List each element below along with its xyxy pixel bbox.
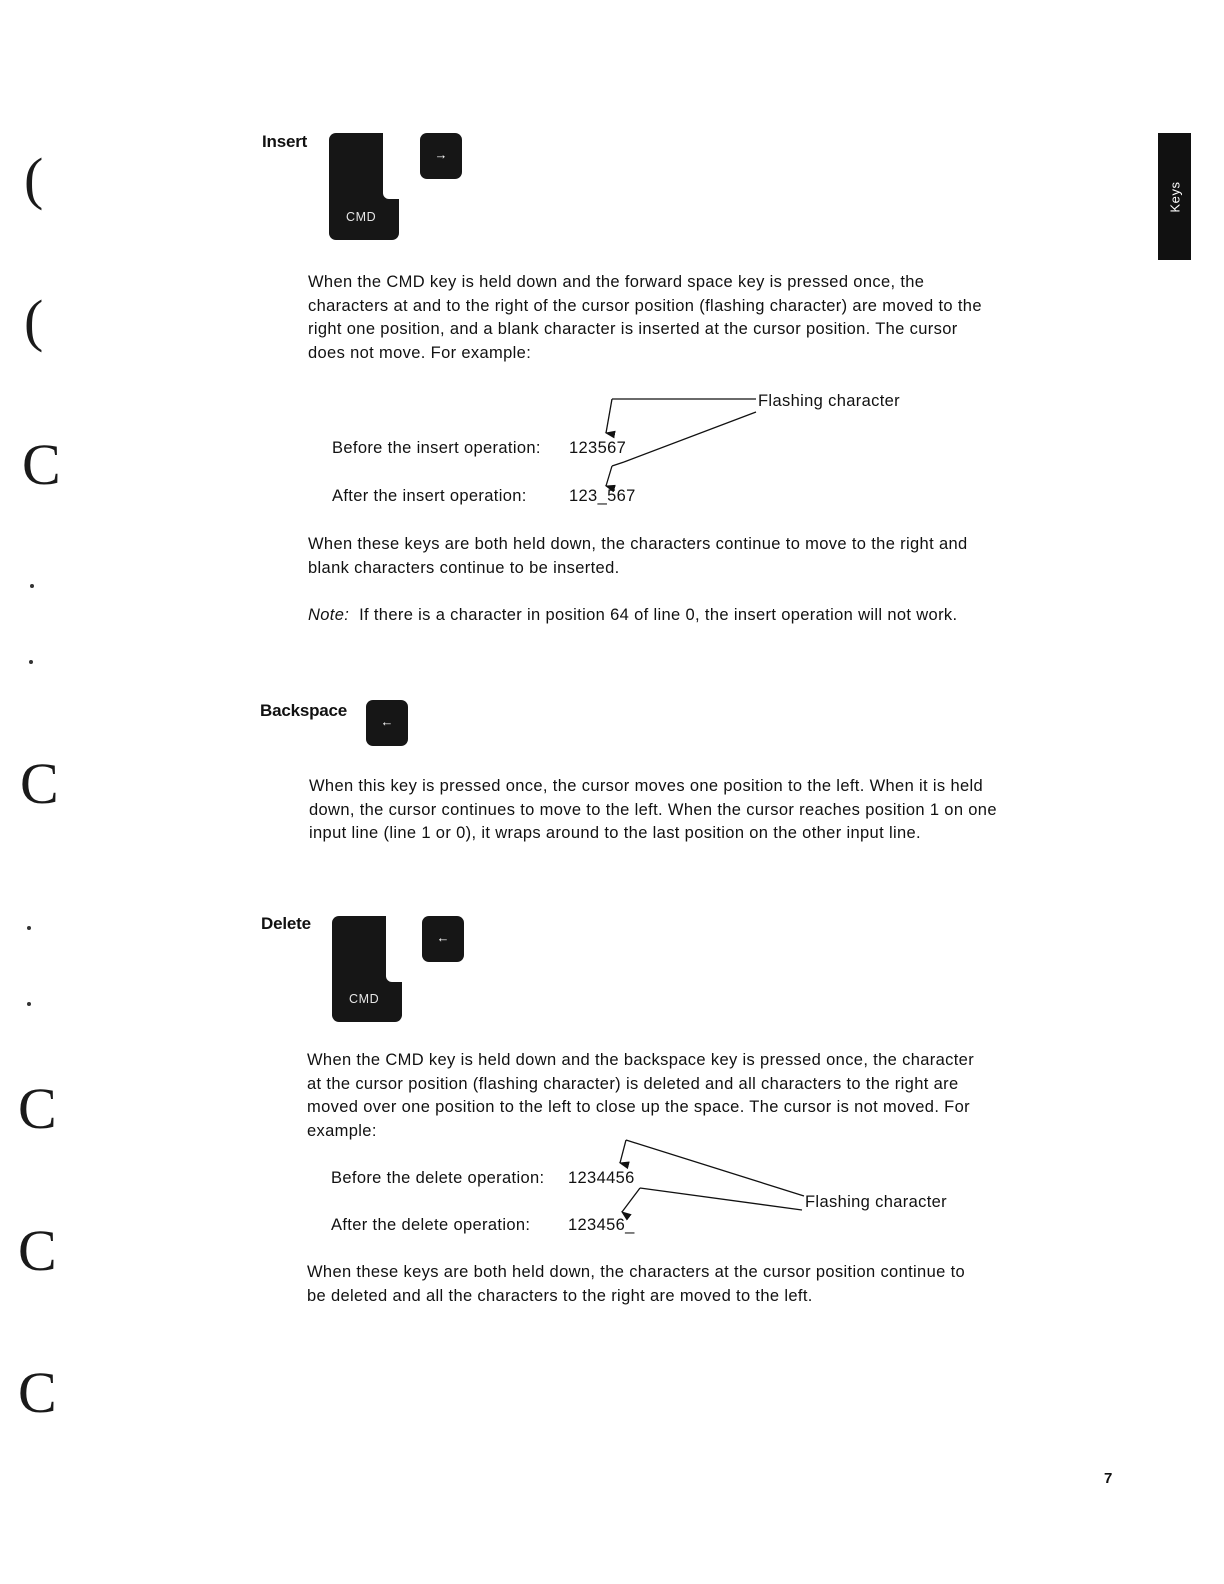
backspace-key-icon: ← [422, 916, 464, 962]
cmd-key-label: CMD [346, 210, 377, 224]
forward-space-key-icon: → [420, 133, 462, 179]
binder-hole-mark: ( [24, 288, 44, 353]
insert-description: When the CMD key is held down and the forward space key is pressed once, the characters at and to the right of the cursor position (flashing character) are moved to the right one position, and a blank character is inserted at the cursor position. The cursor does not move. For example: [308, 273, 982, 362]
delete-before-value: 1234456 [568, 1169, 635, 1187]
insert-after-value: 123_567 [569, 487, 636, 505]
delete-hold-description: When these keys are both held down, the characters at the cursor position continue to be deleted and all the characters to the right are moved to the left. [307, 1263, 966, 1305]
insert-before-label: Before the insert operation: [332, 439, 541, 457]
insert-after-label: After the insert operation: [332, 487, 527, 505]
delete-after-value: 123456_ [568, 1216, 635, 1234]
insert-heading: Insert [262, 132, 308, 151]
section-tab-label: Keys [1167, 180, 1182, 213]
page-number: 7 [1104, 1470, 1113, 1487]
delete-leader-lines [620, 1140, 804, 1212]
binder-hole-mark: C [20, 751, 59, 816]
insert-hold-description: When these keys are both held down, the characters continue to move to the right and blank characters continue to be inserted. [308, 535, 968, 577]
binder-hole-mark: C [18, 1076, 57, 1141]
delete-before-label: Before the delete operation: [331, 1169, 545, 1187]
insert-before-value: 123567 [569, 439, 627, 457]
delete-heading: Delete [261, 914, 311, 933]
backspace-key-icon: ← [366, 700, 408, 746]
binder-hole-mark: C [18, 1218, 57, 1283]
insert-callout-label: Flashing character [758, 392, 901, 410]
binder-hole-mark: C [22, 432, 61, 497]
delete-after-label: After the delete operation: [331, 1216, 531, 1234]
note-text: If there is a character in position 64 of line 0, the insert operation will not work. [359, 606, 958, 624]
backspace-heading: Backspace [260, 701, 348, 720]
binder-hole-mark: ( [24, 146, 44, 211]
delete-description: When the CMD key is held down and the backspace key is pressed once, the character at the cursor position (flashing character) is deleted and all characters to the right are moved over one position to the left to close up the space. The cursor is not moved. For example: [307, 1051, 975, 1140]
cmd-key-label: CMD [349, 992, 380, 1006]
binder-hole-mark: C [18, 1360, 57, 1425]
note-label: Note: [308, 606, 350, 624]
delete-callout-label: Flashing character [805, 1193, 948, 1211]
backspace-description: When this key is pressed once, the cursor moves one position to the left. When it is held down, the cursor continues to move to the left. When the cursor reaches position 1 on one input line (line 1 or 0), it wraps around to the last position on the other input line. [309, 777, 997, 843]
insert-leader-lines [606, 399, 756, 486]
